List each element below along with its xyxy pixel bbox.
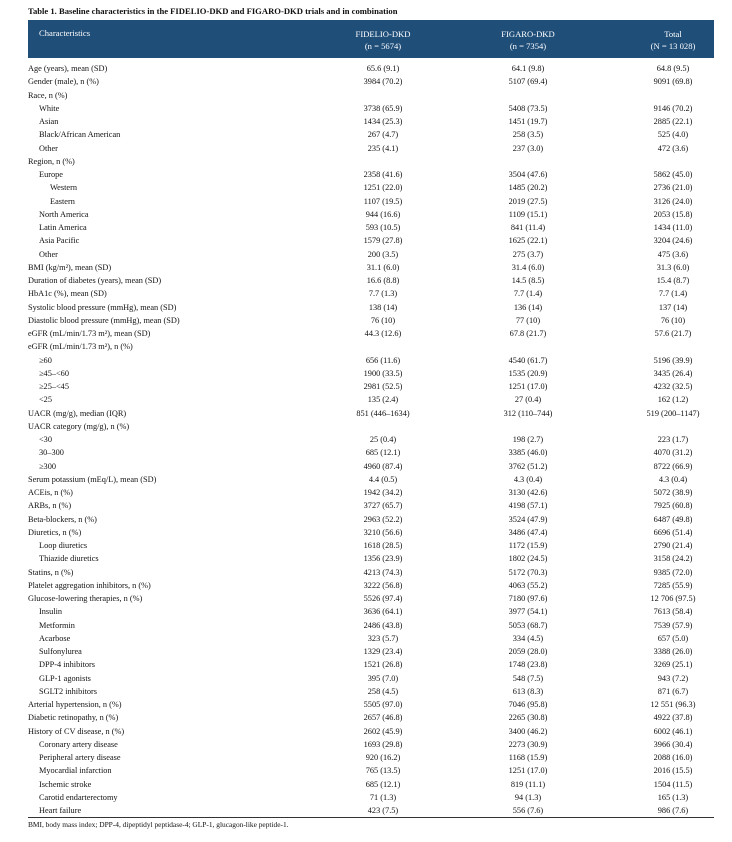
table-row <box>28 89 714 102</box>
row-value: 162 (1.2) <box>657 395 689 405</box>
row-value: 6696 (51.4) <box>653 527 693 537</box>
row-value: 235 (4.1) <box>367 143 399 153</box>
row-label: HbA1c (%), mean (SD) <box>28 289 107 299</box>
row-value: 4.3 (0.4) <box>658 474 688 484</box>
row-value: 27 (0.4) <box>514 395 542 405</box>
header-col-n: (N = 13 028) <box>650 41 696 51</box>
row-label: Glucose-lowering therapies, n (%) <box>28 594 143 603</box>
table-row <box>28 301 714 314</box>
table-row <box>28 234 714 247</box>
row-value: 7925 (60.8) <box>653 501 693 511</box>
row-value: 2963 (52.2) <box>363 514 403 524</box>
row-label: Asian <box>39 117 59 126</box>
row-value: 223 (1.7) <box>657 435 689 444</box>
row-value: 657 (5.0) <box>657 633 689 643</box>
row-value: 1618 (28.5) <box>363 541 403 550</box>
row-value: 64.8 (9.5) <box>656 64 690 73</box>
row-value: 31.1 (6.0) <box>366 262 400 272</box>
header-col-name: FIDELIO-DKD <box>355 29 411 39</box>
table-row <box>28 115 714 128</box>
row-value: 3158 (24.2) <box>653 554 693 564</box>
row-value: 135 (2.4) <box>367 395 399 405</box>
row-label: Age (years), mean (SD) <box>28 64 108 73</box>
row-label: Gender (male), n (%) <box>28 77 99 87</box>
row-label: Other <box>39 249 58 259</box>
row-label: SGLT2 inhibitors <box>39 686 98 696</box>
row-value: 1504 (11.5) <box>653 779 693 789</box>
table-row <box>28 685 714 698</box>
table-row <box>28 420 714 433</box>
table-row <box>28 367 714 380</box>
row-value: 519 (200–1147) <box>646 408 700 418</box>
table-row <box>28 725 714 738</box>
row-value: 1251 (17.0) <box>508 766 548 776</box>
row-value: 2602 (45.9) <box>363 726 403 736</box>
row-value: 1748 (23.8) <box>508 660 548 670</box>
row-label: Eastern <box>50 196 75 206</box>
table-row <box>28 380 714 393</box>
table-row <box>28 221 714 234</box>
row-value: 4198 (57.1) <box>508 501 548 511</box>
table-row <box>28 274 714 287</box>
table-row <box>28 354 714 367</box>
table-row <box>28 168 714 181</box>
table-row <box>28 513 714 526</box>
row-label: Diuretics, n (%) <box>28 527 82 537</box>
row-value: 57.6 (21.7) <box>654 329 692 338</box>
row-label: 30–300 <box>39 448 64 458</box>
header-col-name: FIGARO-DKD <box>501 29 555 39</box>
row-value: 7046 (95.8) <box>508 700 548 709</box>
row-value: 1693 (29.8) <box>363 739 403 749</box>
row-value: 1251 (22.0) <box>363 183 403 193</box>
row-value: 5505 (97.0) <box>363 700 403 709</box>
table-row <box>28 672 714 685</box>
row-value: 3385 (46.0) <box>508 448 548 458</box>
row-value: 3504 (47.6) <box>508 170 548 179</box>
table-bottom-rule <box>28 817 714 818</box>
table-row <box>28 261 714 274</box>
row-value: 1168 (15.9) <box>508 753 548 762</box>
row-value: 765 (13.5) <box>365 766 401 776</box>
row-value: 685 (12.1) <box>365 448 401 458</box>
row-label: Serum potassium (mEq/L), mean (SD) <box>28 474 157 484</box>
row-value: 1802 (24.5) <box>508 554 548 564</box>
row-label: Diabetic retinopathy, n (%) <box>28 713 119 723</box>
row-value: 3222 (56.8) <box>363 580 403 590</box>
row-value: 7613 (58.4) <box>653 607 693 617</box>
table-row <box>28 340 714 353</box>
row-value: 9385 (72.0) <box>653 567 693 577</box>
row-label: UACR (mg/g), median (IQR) <box>28 408 127 418</box>
row-value: 25 (0.4) <box>369 435 397 444</box>
row-value: 2885 (22.1) <box>653 117 693 126</box>
row-value: 12 706 (97.5) <box>650 594 696 603</box>
row-value: 943 (7.2) <box>657 673 689 683</box>
row-value: 137 (14) <box>658 302 688 312</box>
row-value: 1942 (34.2) <box>363 488 403 497</box>
row-value: 1107 (19.5) <box>363 196 403 206</box>
row-value: 3486 (47.4) <box>508 527 548 537</box>
row-value: 1172 (15.9) <box>508 541 548 550</box>
row-value: 3966 (30.4) <box>653 739 693 749</box>
header-col-figaro <box>453 28 603 52</box>
table-row <box>28 327 714 340</box>
table-row <box>28 486 714 499</box>
row-value: 1485 (20.2) <box>508 183 548 193</box>
row-value: 3738 (65.9) <box>363 103 403 113</box>
row-value: 198 (2.7) <box>512 435 544 444</box>
row-value: 3210 (56.6) <box>363 527 403 537</box>
table-row <box>28 619 714 632</box>
table-row <box>28 711 714 724</box>
row-label: Metformin <box>39 620 75 630</box>
row-value: 275 (3.7) <box>512 249 544 259</box>
table-row <box>28 804 714 817</box>
row-value: 16.6 (8.8) <box>366 276 400 285</box>
row-value: 1535 (20.9) <box>508 368 548 378</box>
header-col-name: Total <box>664 29 682 39</box>
row-value: 267 (4.7) <box>367 130 399 140</box>
table-row <box>28 433 714 446</box>
row-value: 65.6 (9.1) <box>366 64 400 73</box>
row-value: 4540 (61.7) <box>508 355 548 365</box>
table-row <box>28 102 714 115</box>
row-value: 556 (7.6) <box>512 806 544 815</box>
table-row <box>28 208 714 221</box>
row-value: 2657 (46.8) <box>363 713 403 723</box>
table-row <box>28 75 714 88</box>
row-label: Black/African American <box>39 130 121 140</box>
row-value: 2019 (27.5) <box>508 196 548 206</box>
row-label: Ischemic stroke <box>39 779 92 789</box>
row-value: 5053 (68.7) <box>508 620 548 630</box>
row-label: Diastolic blood pressure (mmHg), mean (SD) <box>28 315 180 325</box>
row-value: 3204 (24.6) <box>653 236 693 246</box>
table-row <box>28 314 714 327</box>
row-value: 237 (3.0) <box>512 143 544 153</box>
table-row <box>28 579 714 592</box>
row-value: 4922 (37.8) <box>653 713 693 723</box>
row-label: Myocardial infarction <box>39 766 112 776</box>
row-label: Race, n (%) <box>28 90 68 100</box>
row-value: 841 (11.4) <box>510 223 546 232</box>
row-value: 15.4 (8.7) <box>656 276 690 285</box>
table-row <box>28 128 714 141</box>
row-value: 6487 (49.8) <box>653 514 693 524</box>
row-label: North America <box>39 209 89 219</box>
row-value: 4960 (87.4) <box>363 461 403 471</box>
row-value: 8722 (66.9) <box>653 461 693 471</box>
row-value: 136 (14) <box>513 302 543 312</box>
table-row <box>28 460 714 473</box>
row-label: Sulfonylurea <box>39 647 82 656</box>
row-label: eGFR (mL/min/1.73 m²), n (%) <box>28 342 133 352</box>
row-value: 3762 (51.2) <box>508 461 548 471</box>
row-label: ≥45–<60 <box>39 368 69 378</box>
row-value: 2981 (52.5) <box>363 382 403 391</box>
table-row <box>28 791 714 804</box>
row-label: Thiazide diuretics <box>39 554 99 564</box>
table-row <box>28 155 714 168</box>
row-value: 4213 (74.3) <box>363 567 403 577</box>
row-value: 2016 (15.5) <box>653 766 693 776</box>
row-value: 2790 (21.4) <box>653 541 693 550</box>
row-value: 3524 (47.9) <box>508 514 548 524</box>
row-value: 3400 (46.2) <box>508 726 548 736</box>
row-value: 1434 (25.3) <box>363 117 403 126</box>
row-value: 2736 (21.0) <box>653 183 693 193</box>
row-label: Region, n (%) <box>28 156 75 166</box>
row-value: 258 (3.5) <box>512 130 544 140</box>
row-value: 71 (1.3) <box>369 792 397 802</box>
table-row <box>28 592 714 605</box>
row-label: ACEis, n (%) <box>28 488 73 497</box>
row-value: 77 (10) <box>515 315 541 325</box>
table-row <box>28 473 714 486</box>
row-value: 1625 (22.1) <box>508 236 548 246</box>
row-label: Platelet aggregation inhibitors, n (%) <box>28 580 151 590</box>
row-value: 31.4 (6.0) <box>511 262 545 272</box>
row-label: Carotid endarterectomy <box>39 792 118 802</box>
row-value: 1900 (33.5) <box>363 368 403 378</box>
row-value: 4.4 (0.5) <box>368 474 398 484</box>
row-value: 12 551 (96.3) <box>650 700 696 709</box>
row-value: 1251 (17.0) <box>508 382 548 391</box>
row-value: 5072 (38.9) <box>653 488 693 497</box>
row-value: 1579 (27.8) <box>363 236 403 246</box>
row-value: 1356 (23.9) <box>363 554 403 564</box>
row-value: 200 (3.5) <box>367 249 399 259</box>
row-label: Peripheral artery disease <box>39 753 121 762</box>
row-value: 1434 (11.0) <box>653 223 693 232</box>
row-value: 395 (7.0) <box>367 673 399 683</box>
table-row <box>28 751 714 764</box>
row-value: 334 (4.5) <box>512 633 544 643</box>
row-value: 258 (4.5) <box>367 686 399 696</box>
row-value: 4063 (55.2) <box>508 580 548 590</box>
row-value: 3126 (24.0) <box>653 196 693 206</box>
row-value: 475 (3.6) <box>657 249 689 259</box>
row-value: 986 (7.6) <box>657 806 689 815</box>
table-row <box>28 181 714 194</box>
row-value: 3727 (65.7) <box>363 501 403 511</box>
row-value: 44.3 (12.6) <box>364 329 402 338</box>
row-value: 5862 (45.0) <box>653 170 693 179</box>
row-value: 2059 (28.0) <box>508 647 548 656</box>
row-value: 4070 (31.2) <box>653 448 693 458</box>
table-row <box>28 764 714 777</box>
row-value: 5172 (70.3) <box>508 567 548 577</box>
row-label: Western <box>50 183 77 193</box>
row-value: 4232 (32.5) <box>653 382 693 391</box>
row-value: 67.8 (21.7) <box>509 329 547 338</box>
row-value: 138 (14) <box>368 302 398 312</box>
row-value: 2053 (15.8) <box>653 209 693 219</box>
row-label: Arterial hypertension, n (%) <box>28 700 122 709</box>
table-footnote: BMI, body mass index; DPP-4, dipeptidyl peptidase-4; GLP-1, glucagon-like peptide-1. <box>28 820 289 830</box>
row-value: 165 (1.3) <box>657 792 689 802</box>
row-value: 1521 (26.8) <box>363 660 403 670</box>
row-value: 5408 (73.5) <box>508 103 548 113</box>
row-value: 920 (16.2) <box>365 753 401 762</box>
table-row <box>28 62 714 75</box>
row-value: 1109 (15.1) <box>508 209 548 219</box>
row-value: 3435 (26.4) <box>653 368 693 378</box>
table-row <box>28 393 714 406</box>
row-value: 14.5 (8.5) <box>511 276 545 285</box>
row-value: 31.3 (6.0) <box>656 262 690 272</box>
row-value: 5196 (39.9) <box>653 355 693 365</box>
row-value: 3984 (70.2) <box>363 77 403 87</box>
row-value: 3269 (25.1) <box>653 660 693 670</box>
row-value: 7.7 (1.4) <box>513 289 543 299</box>
row-value: 3388 (26.0) <box>653 647 693 656</box>
row-label: Asia Pacific <box>39 236 80 246</box>
row-value: 6002 (46.1) <box>653 726 693 736</box>
row-value: 819 (11.1) <box>510 779 546 789</box>
row-value: 871 (6.7) <box>657 686 689 696</box>
table-row <box>28 552 714 565</box>
table-row <box>28 658 714 671</box>
row-value: 9091 (69.8) <box>653 77 693 87</box>
row-value: 94 (1.3) <box>514 792 542 802</box>
header-col-fidelio <box>308 28 458 52</box>
row-value: 613 (8.3) <box>512 686 544 696</box>
row-label: GLP-1 agonists <box>39 673 91 683</box>
row-value: 3636 (64.1) <box>363 607 403 617</box>
table-row <box>28 446 714 459</box>
row-value: 5526 (97.4) <box>363 594 403 603</box>
table-row <box>28 778 714 791</box>
row-label: ARBs, n (%) <box>28 501 72 511</box>
row-label: Beta-blockers, n (%) <box>28 514 97 524</box>
row-value: 2265 (30.8) <box>508 713 548 723</box>
row-value: 7.7 (1.3) <box>368 289 398 299</box>
table-row <box>28 526 714 539</box>
row-value: 5107 (69.4) <box>508 77 548 87</box>
table-row <box>28 248 714 261</box>
row-value: 7180 (97.6) <box>508 594 548 603</box>
table-header <box>28 20 714 58</box>
row-value: 2486 (43.8) <box>363 620 403 630</box>
row-label: Heart failure <box>39 806 82 815</box>
row-value: 2273 (30.9) <box>508 739 548 749</box>
table-row <box>28 632 714 645</box>
header-characteristics: Characteristics <box>39 28 91 38</box>
table-row <box>28 195 714 208</box>
row-value: 64.1 (9.8) <box>511 64 545 73</box>
row-value: 656 (11.6) <box>365 355 401 365</box>
table-row <box>28 407 714 420</box>
row-label: Insulin <box>39 607 63 617</box>
row-label: DPP-4 inhibitors <box>39 660 96 670</box>
table-row <box>28 287 714 300</box>
table-body <box>28 58 714 817</box>
table-row <box>28 645 714 658</box>
row-label: Loop diuretics <box>39 541 88 550</box>
header-col-n: (n = 7354) <box>509 41 547 51</box>
row-value: 4.3 (0.4) <box>513 474 543 484</box>
row-value: 323 (5.7) <box>367 633 399 643</box>
table-row <box>28 698 714 711</box>
row-label: History of CV disease, n (%) <box>28 726 125 736</box>
row-value: 472 (3.6) <box>657 143 689 153</box>
row-value: 593 (10.5) <box>365 223 401 232</box>
table-row <box>28 499 714 512</box>
row-label: Latin America <box>39 223 87 232</box>
row-value: 76 (10) <box>660 315 686 325</box>
baseline-table <box>28 20 714 829</box>
table-row <box>28 605 714 618</box>
row-label: Europe <box>39 170 63 179</box>
row-value: 1329 (23.4) <box>363 647 403 656</box>
row-label: UACR category (mg/g), n (%) <box>28 421 130 431</box>
row-label: White <box>39 103 60 113</box>
table-row <box>28 539 714 552</box>
header-col-n: (n = 5674) <box>364 41 402 51</box>
row-label: Duration of diabetes (years), mean (SD) <box>28 276 162 285</box>
row-label: <25 <box>39 395 52 405</box>
row-label: eGFR (mL/min/1.73 m²), mean (SD) <box>28 329 151 338</box>
table-row <box>28 738 714 751</box>
row-label: ≥300 <box>39 461 56 471</box>
row-value: 9146 (70.2) <box>653 103 693 113</box>
row-label: BMI (kg/m²), mean (SD) <box>28 262 112 272</box>
table-row <box>28 566 714 579</box>
row-label: ≥25–<45 <box>39 382 69 391</box>
header-col-total <box>598 28 732 52</box>
row-label: Coronary artery disease <box>39 739 118 749</box>
row-value: 3130 (42.6) <box>508 488 548 497</box>
row-value: 2088 (16.0) <box>653 753 693 762</box>
row-value: 3977 (54.1) <box>508 607 548 617</box>
row-value: 7539 (57.9) <box>653 620 693 630</box>
row-label: <30 <box>39 435 52 444</box>
row-value: 423 (7.5) <box>367 806 399 815</box>
row-value: 312 (110–744) <box>503 408 553 418</box>
row-value: 1451 (19.7) <box>508 117 548 126</box>
row-label: Other <box>39 143 58 153</box>
row-label: Systolic blood pressure (mmHg), mean (SD) <box>28 302 177 312</box>
row-value: 851 (446–1634) <box>356 408 410 418</box>
row-value: 548 (7.5) <box>512 673 544 683</box>
table-row <box>28 142 714 155</box>
row-value: 7285 (55.9) <box>653 580 693 590</box>
row-value: 944 (16.6) <box>365 209 401 219</box>
row-value: 76 (10) <box>370 315 396 325</box>
row-value: 7.7 (1.4) <box>658 289 688 299</box>
row-value: 2358 (41.6) <box>363 170 403 179</box>
row-label: Acarbose <box>39 633 71 643</box>
row-label: ≥60 <box>39 355 52 365</box>
table-caption: Table 1. Baseline characteristics in the FIDELIO-DKD and FIGARO-DKD trials and in combination <box>28 6 398 16</box>
row-value: 525 (4.0) <box>657 130 689 140</box>
row-value: 685 (12.1) <box>365 779 401 789</box>
row-label: Statins, n (%) <box>28 567 74 577</box>
